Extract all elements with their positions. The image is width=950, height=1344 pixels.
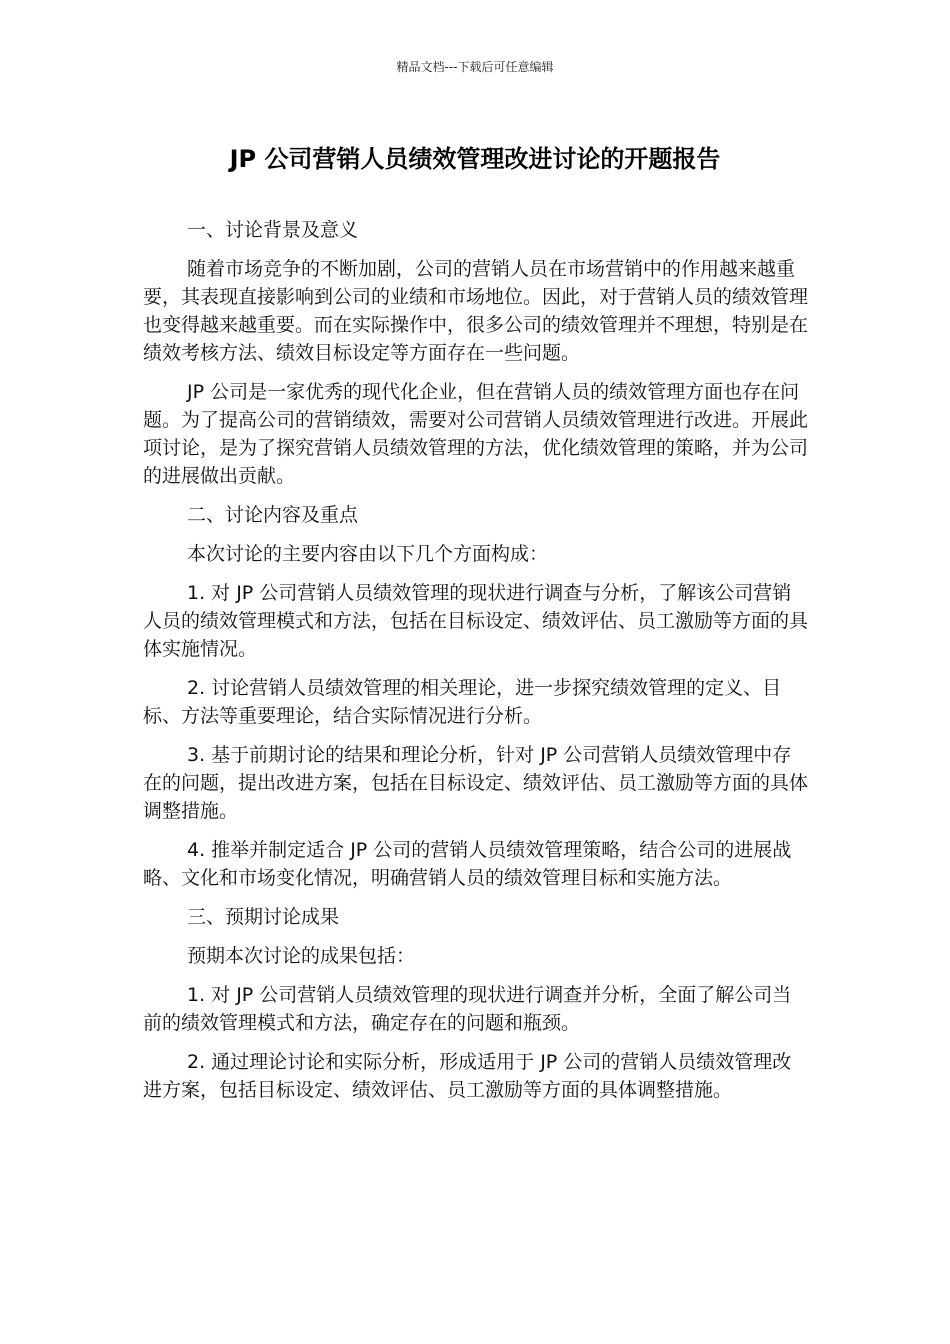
paragraph: 随着市场竞争的不断加剧，公司的营销人员在市场营销中的作用越来越重要，其表现直接影响到公司的业绩和市场地位。因此，对于营销人员的绩效管理也变得越来越重要。而在实际操作中，很多公司的绩效管理并不理想，特别是在绩效考核方法、绩效目标设定等方面存在一些问题。 — [143, 258, 809, 364]
header-note: 精品文档---下载后可任意编辑 — [396, 60, 554, 74]
section-heading-content: 二、讨论内容及重点 — [187, 504, 359, 526]
list-item: 4. 推举并制定适合 JP 公司的营销人员绩效管理策略，结合公司的进展战略、文化和市场变化情况，明确营销人员的绩效管理目标和实施方法。 — [143, 839, 792, 889]
document-title: JP 公司营销人员绩效管理改进讨论的开题报告 — [229, 145, 721, 173]
list-item: 2. 讨论营销人员绩效管理的相关理论，进一步探究绩效管理的定义、目标、方法等重要理论，结合实际情况进行分析。 — [143, 677, 782, 727]
list-item: 3. 基于前期讨论的结果和理论分析，针对 JP 公司营销人员绩效管理中存在的问题，提出改进方案，包括在目标设定、绩效评估、员工激励等方面的具体调整措施。 — [143, 744, 809, 822]
paragraph: JP 公司是一家优秀的现代化企业，但在营销人员的绩效管理方面也存在问题。为了提高公司的营销绩效，需要对公司营销人员绩效管理进行改进。开展此项讨论，是为了探究营销人员绩效管理的方法，优化绩效管理的策略，并为公司的进展做出贡献。 — [143, 381, 809, 487]
list-item: 1. 对 JP 公司营销人员绩效管理的现状进行调查并分析，全面了解公司当前的绩效管理模式和方法，确定存在的问题和瓶颈。 — [143, 984, 792, 1034]
section-heading-background: 一、讨论背景及意义 — [187, 219, 359, 241]
list-item: 2. 通过理论讨论和实际分析，形成适用于 JP 公司的营销人员绩效管理改进方案，包括目标设定、绩效评估、员工激励等方面的具体调整措施。 — [143, 1051, 792, 1101]
paragraph: 预期本次讨论的成果包括： — [187, 945, 416, 967]
paragraph: 本次讨论的主要内容由以下几个方面构成： — [187, 543, 549, 565]
list-item: 1. 对 JP 公司营销人员绩效管理的现状进行调查与分析，了解该公司营销人员的绩效管理模式和方法，包括在目标设定、绩效评估、员工激励等方面的具体实施情况。 — [143, 582, 809, 660]
section-heading-outcomes: 三、预期讨论成果 — [187, 906, 340, 928]
document-body — [143, 216, 808, 1115]
